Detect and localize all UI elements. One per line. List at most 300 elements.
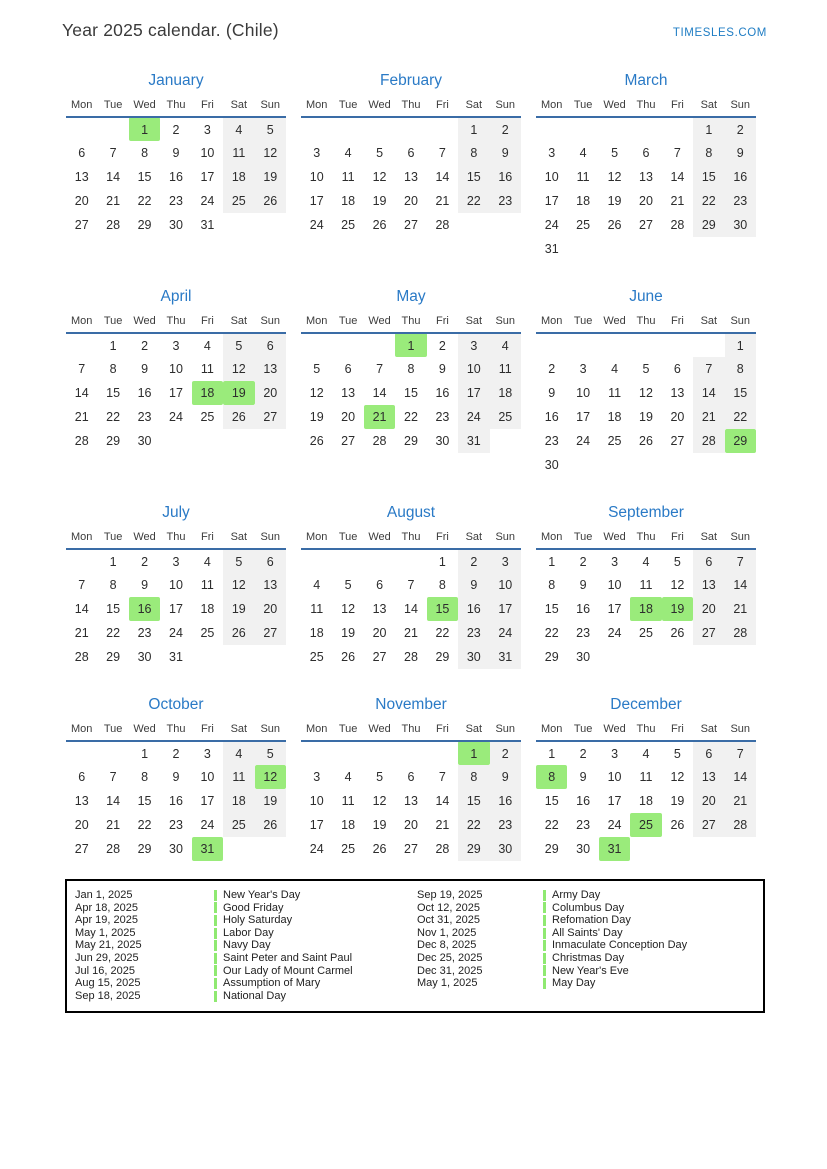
day-cell: 15 <box>137 170 152 184</box>
day-cell: 2 <box>172 122 180 137</box>
day-cell: 18 <box>192 381 223 405</box>
day-cell: 19 <box>662 597 693 621</box>
day-cell: 17 <box>169 386 183 400</box>
day-cell: 3 <box>313 770 321 784</box>
legend-column-right <box>415 889 757 1002</box>
weekday-header: Fri <box>192 531 223 549</box>
empty-cell <box>395 741 426 765</box>
weekday-header-row <box>66 315 286 333</box>
weekday-header: Thu <box>630 315 661 333</box>
day-cell: 14 <box>435 170 450 184</box>
day-cell: 25 <box>200 626 215 640</box>
empty-cell <box>599 645 630 669</box>
weekday-header: Tue <box>567 723 598 741</box>
weekday-header: Sun <box>725 723 756 741</box>
day-cell: 30 <box>169 218 183 232</box>
day-cell: 21 <box>693 405 724 429</box>
empty-cell <box>255 213 286 237</box>
day-cell: 14 <box>725 765 756 789</box>
day-cell: 29 <box>106 650 121 664</box>
legend-holiday-name: Saint Peter and Saint Paul <box>223 951 353 964</box>
empty-cell <box>536 333 567 357</box>
month-march <box>536 72 756 261</box>
weekday-header-row <box>536 531 756 549</box>
empty-cell <box>662 117 693 141</box>
holiday-marker-icon <box>214 902 217 913</box>
week-row <box>66 381 286 405</box>
day-cell: 12 <box>223 357 254 381</box>
day-cell: 24 <box>169 626 183 640</box>
legend-holiday-name: Our Lady of Mount Carmel <box>223 964 353 977</box>
day-cell: 15 <box>137 794 152 808</box>
day-cell: 13 <box>639 170 653 184</box>
day-cell: 28 <box>693 429 724 453</box>
weekday-header: Wed <box>129 531 160 549</box>
month-title: June <box>629 288 663 305</box>
day-cell: 24 <box>576 434 591 448</box>
legend-row <box>73 902 415 915</box>
day-cell: 22 <box>137 818 152 832</box>
month-may <box>301 288 521 453</box>
day-cell: 2 <box>172 746 180 761</box>
empty-cell <box>630 645 661 669</box>
empty-cell <box>223 213 254 237</box>
day-cell: 17 <box>607 602 622 616</box>
day-cell: 7 <box>438 770 446 784</box>
empty-cell <box>66 117 97 141</box>
day-cell: 4 <box>344 770 352 784</box>
day-cell: 30 <box>490 837 521 861</box>
day-cell: 1 <box>458 741 489 765</box>
legend-row <box>73 914 415 927</box>
day-cell: 30 <box>169 842 183 856</box>
day-cell: 29 <box>693 213 724 237</box>
day-cell: 16 <box>576 602 591 616</box>
month-grid <box>301 723 521 861</box>
day-cell: 25 <box>223 813 254 837</box>
week-row <box>301 573 521 597</box>
day-cell: 4 <box>611 362 619 376</box>
day-cell: 4 <box>642 554 650 569</box>
legend-row <box>415 952 757 965</box>
day-cell: 12 <box>223 573 254 597</box>
legend-date: Apr 19, 2025 <box>75 914 138 927</box>
day-cell: 13 <box>255 357 286 381</box>
day-cell: 6 <box>78 146 86 160</box>
legend-date: May 21, 2025 <box>75 939 142 952</box>
empty-cell <box>97 117 128 141</box>
day-cell: 30 <box>137 650 152 664</box>
day-cell: 11 <box>639 770 653 784</box>
day-cell: 16 <box>458 597 489 621</box>
day-cell: 5 <box>255 117 286 141</box>
weekday-header: Tue <box>567 99 598 117</box>
holiday-marker-icon <box>543 890 546 901</box>
day-cell: 17 <box>309 818 324 832</box>
day-cell: 1 <box>548 554 556 569</box>
empty-cell <box>536 117 567 141</box>
empty-cell <box>66 741 97 765</box>
day-cell: 7 <box>725 741 756 765</box>
legend-date: Dec 8, 2025 <box>417 939 477 952</box>
day-cell: 16 <box>725 165 756 189</box>
day-cell: 26 <box>607 218 622 232</box>
day-cell: 1 <box>109 554 117 569</box>
day-cell: 18 <box>490 381 521 405</box>
weekday-header: Mon <box>301 723 332 741</box>
weekday-header-row <box>301 723 521 741</box>
day-cell: 7 <box>725 549 756 573</box>
week-row <box>301 597 521 621</box>
weekday-header-row <box>301 723 521 741</box>
day-cell: 6 <box>255 549 286 573</box>
week-row <box>536 237 756 261</box>
empty-cell <box>662 453 693 477</box>
day-cell: 17 <box>309 194 324 208</box>
day-cell: 13 <box>74 794 89 808</box>
weekday-header: Sat <box>223 723 254 741</box>
week-row <box>66 765 286 789</box>
weekday-header: Thu <box>395 531 426 549</box>
day-cell: 11 <box>200 362 214 376</box>
weekday-header: Wed <box>599 315 630 333</box>
month-june <box>536 288 756 477</box>
week-row <box>536 765 756 789</box>
month-days <box>66 549 286 669</box>
empty-cell <box>427 117 458 141</box>
empty-cell <box>567 117 598 141</box>
day-cell: 5 <box>642 362 650 376</box>
day-cell: 2 <box>490 117 521 141</box>
day-cell: 10 <box>200 770 215 784</box>
week-row <box>536 429 756 453</box>
weekday-header: Thu <box>160 315 191 333</box>
day-cell: 16 <box>544 410 559 424</box>
weekday-header: Mon <box>536 315 567 333</box>
empty-cell <box>725 645 756 669</box>
day-cell: 27 <box>255 621 286 645</box>
month-days <box>66 333 286 453</box>
day-cell: 1 <box>109 338 117 353</box>
day-cell: 4 <box>223 117 254 141</box>
week-row <box>301 333 521 357</box>
day-cell: 18 <box>341 194 356 208</box>
week-row <box>66 429 286 453</box>
day-cell: 29 <box>544 842 559 856</box>
day-cell: 8 <box>548 578 556 592</box>
day-cell: 16 <box>435 386 450 400</box>
empty-cell <box>490 429 521 453</box>
day-cell: 18 <box>309 626 324 640</box>
weekday-header: Tue <box>97 723 128 741</box>
day-cell: 16 <box>129 597 160 621</box>
day-cell: 21 <box>670 194 685 208</box>
day-cell: 8 <box>109 362 117 376</box>
day-cell: 24 <box>169 410 183 424</box>
day-cell: 24 <box>309 218 324 232</box>
weekday-header: Tue <box>332 723 363 741</box>
day-cell: 31 <box>458 429 489 453</box>
weekday-header: Mon <box>301 531 332 549</box>
day-cell: 28 <box>106 218 121 232</box>
empty-cell <box>66 549 97 573</box>
weekday-header-row <box>66 315 286 333</box>
day-cell: 22 <box>544 626 559 640</box>
week-row <box>536 573 756 597</box>
day-cell: 9 <box>438 362 446 376</box>
week-row <box>536 333 756 357</box>
month-days <box>536 117 756 261</box>
day-cell: 16 <box>576 794 591 808</box>
day-cell: 14 <box>670 170 685 184</box>
week-row <box>66 597 286 621</box>
day-cell: 11 <box>608 386 622 400</box>
day-cell: 25 <box>576 218 591 232</box>
day-cell: 19 <box>341 626 356 640</box>
day-cell: 5 <box>673 746 681 761</box>
day-cell: 5 <box>223 333 254 357</box>
day-cell: 11 <box>200 578 214 592</box>
day-cell: 19 <box>372 818 387 832</box>
day-cell: 20 <box>255 381 286 405</box>
week-row <box>301 213 521 237</box>
calendar-grid <box>66 72 767 861</box>
day-cell: 8 <box>536 765 567 789</box>
empty-cell <box>192 429 223 453</box>
weekday-header: Tue <box>567 315 598 333</box>
day-cell: 29 <box>544 650 559 664</box>
legend-holiday-name: Inmaculate Conception Day <box>552 939 688 952</box>
week-row <box>536 789 756 813</box>
week-row <box>301 429 521 453</box>
day-cell: 24 <box>309 842 324 856</box>
month-july <box>66 504 286 669</box>
legend-date: Apr 18, 2025 <box>75 901 138 914</box>
day-cell: 16 <box>169 794 183 808</box>
month-grid <box>301 531 521 669</box>
legend-date: Sep 19, 2025 <box>417 889 483 901</box>
month-grid <box>536 723 756 861</box>
day-cell: 6 <box>344 362 352 376</box>
empty-cell <box>66 333 97 357</box>
month-grid <box>66 531 286 669</box>
day-cell: 1 <box>458 117 489 141</box>
legend-holiday-name: New Year's Eve <box>552 964 629 977</box>
day-cell: 12 <box>639 386 653 400</box>
empty-cell <box>630 453 661 477</box>
weekday-header: Mon <box>301 99 332 117</box>
day-cell: 18 <box>630 597 661 621</box>
day-cell: 12 <box>372 170 387 184</box>
weekday-header-row <box>66 99 286 117</box>
day-cell: 19 <box>639 410 653 424</box>
month-days <box>301 549 521 669</box>
holiday-marker-icon <box>543 940 546 951</box>
day-cell: 27 <box>372 650 387 664</box>
day-cell: 10 <box>576 386 591 400</box>
empty-cell <box>364 333 395 357</box>
weekday-header-row <box>301 531 521 549</box>
day-cell: 17 <box>200 794 215 808</box>
day-cell: 2 <box>579 746 587 761</box>
legend-row <box>73 977 415 990</box>
day-cell: 15 <box>404 386 418 400</box>
week-row <box>66 117 286 141</box>
day-cell: 21 <box>725 789 756 813</box>
day-cell: 29 <box>106 434 121 448</box>
month-title: July <box>162 504 190 521</box>
day-cell: 3 <box>172 554 180 569</box>
day-cell: 14 <box>725 573 756 597</box>
week-row <box>301 357 521 381</box>
day-cell: 16 <box>169 170 183 184</box>
day-cell: 27 <box>639 218 653 232</box>
day-cell: 15 <box>544 602 559 616</box>
weekday-header: Sat <box>458 315 489 333</box>
weekday-header: Wed <box>364 723 395 741</box>
day-cell: 26 <box>372 218 387 232</box>
weekday-header: Tue <box>567 531 598 549</box>
month-grid <box>536 531 756 669</box>
day-cell: 23 <box>576 626 591 640</box>
month-title: September <box>608 504 684 521</box>
day-cell: 14 <box>693 381 724 405</box>
holiday-marker-icon <box>214 940 217 951</box>
holiday-marker-icon <box>214 991 217 1002</box>
day-cell: 28 <box>670 218 685 232</box>
legend-holiday-name: Columbus Day <box>552 901 625 914</box>
legend-date: May 1, 2025 <box>75 926 136 939</box>
month-title: October <box>148 696 204 713</box>
day-cell: 28 <box>725 621 756 645</box>
week-row <box>301 645 521 669</box>
holiday-marker-icon <box>543 902 546 913</box>
day-cell: 4 <box>313 578 321 592</box>
day-cell: 8 <box>109 578 117 592</box>
day-cell: 15 <box>693 165 724 189</box>
weekday-header: Sun <box>725 531 756 549</box>
weekday-header: Mon <box>536 99 567 117</box>
week-row <box>301 837 521 861</box>
day-cell: 2 <box>579 554 587 569</box>
day-cell: 6 <box>376 578 384 592</box>
empty-cell <box>567 237 598 261</box>
weekday-header: Thu <box>630 531 661 549</box>
day-cell: 3 <box>490 549 521 573</box>
day-cell: 7 <box>407 578 415 592</box>
day-cell: 8 <box>725 357 756 381</box>
day-cell: 29 <box>137 842 152 856</box>
holiday-marker-icon <box>543 965 546 976</box>
day-cell: 6 <box>255 333 286 357</box>
week-row <box>66 789 286 813</box>
day-cell: 29 <box>435 650 450 664</box>
weekday-header: Tue <box>97 315 128 333</box>
empty-cell <box>192 645 223 669</box>
day-cell: 10 <box>200 146 215 160</box>
day-cell: 24 <box>607 818 622 832</box>
weekday-header: Sat <box>693 531 724 549</box>
legend-date: Nov 1, 2025 <box>417 926 477 939</box>
day-cell: 9 <box>172 146 180 160</box>
day-cell: 22 <box>404 410 418 424</box>
day-cell: 4 <box>579 146 587 160</box>
day-cell: 22 <box>137 194 152 208</box>
day-cell: 28 <box>725 813 756 837</box>
weekday-header: Wed <box>599 723 630 741</box>
empty-cell <box>693 837 724 861</box>
day-cell: 14 <box>106 794 121 808</box>
day-cell: 19 <box>223 381 254 405</box>
day-cell: 17 <box>169 602 183 616</box>
holidays-legend <box>65 879 765 1013</box>
day-cell: 14 <box>372 386 387 400</box>
day-cell: 21 <box>725 597 756 621</box>
day-cell: 23 <box>137 626 152 640</box>
day-cell: 21 <box>106 194 121 208</box>
legend-holiday-name: Labor Day <box>223 926 274 939</box>
week-row <box>66 549 286 573</box>
week-row <box>301 405 521 429</box>
day-cell: 20 <box>74 818 89 832</box>
day-cell: 3 <box>313 146 321 160</box>
day-cell: 18 <box>341 818 356 832</box>
legend-row <box>415 914 757 927</box>
empty-cell <box>662 333 693 357</box>
legend-row <box>415 939 757 952</box>
day-cell: 26 <box>670 626 685 640</box>
legend-row <box>415 927 757 940</box>
day-cell: 7 <box>673 146 681 160</box>
weekday-header: Sun <box>490 315 521 333</box>
day-cell: 15 <box>544 794 559 808</box>
weekday-header: Thu <box>395 723 426 741</box>
day-cell: 28 <box>74 650 89 664</box>
day-cell: 2 <box>438 338 446 353</box>
day-cell: 25 <box>341 218 356 232</box>
holiday-marker-icon <box>214 978 217 989</box>
weekday-header: Wed <box>129 315 160 333</box>
day-cell: 10 <box>169 362 183 376</box>
day-cell: 31 <box>200 218 215 232</box>
legend-row <box>415 965 757 978</box>
empty-cell <box>662 237 693 261</box>
day-cell: 31 <box>169 650 183 664</box>
week-row <box>66 333 286 357</box>
day-cell: 6 <box>673 362 681 376</box>
legend-date: Oct 31, 2025 <box>417 914 480 927</box>
day-cell: 2 <box>725 117 756 141</box>
holiday-marker-icon <box>543 953 546 964</box>
day-cell: 26 <box>223 405 254 429</box>
legend-holiday-name: All Saints' Day <box>552 926 623 939</box>
day-cell: 22 <box>458 189 489 213</box>
legend-row <box>415 889 757 902</box>
month-grid <box>301 99 521 237</box>
weekday-header: Fri <box>427 99 458 117</box>
weekday-header: Wed <box>599 531 630 549</box>
weekday-header: Sun <box>255 531 286 549</box>
empty-cell <box>223 645 254 669</box>
empty-cell <box>599 117 630 141</box>
day-cell: 12 <box>670 770 685 784</box>
day-cell: 14 <box>74 386 89 400</box>
month-grid <box>301 315 521 453</box>
site-link[interactable]: TIMESLES.COM <box>672 27 767 39</box>
day-cell: 12 <box>607 170 622 184</box>
weekday-header: Sun <box>255 723 286 741</box>
day-cell: 3 <box>611 554 619 569</box>
